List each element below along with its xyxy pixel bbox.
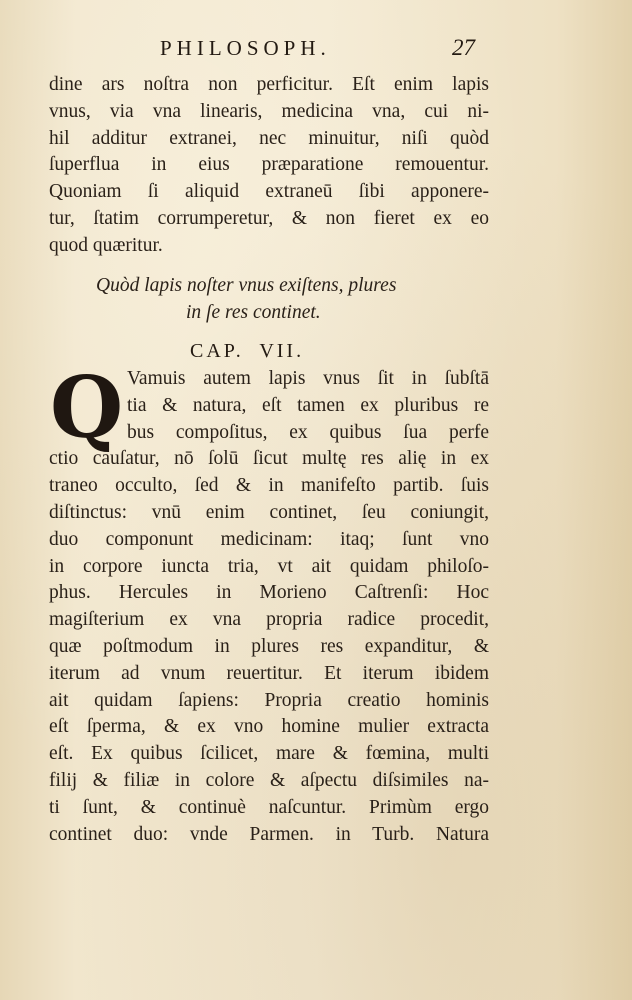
text-line: dine ars noſtra non perficitur. Eſt enim lapis [49,74,489,95]
page-number: 27 [452,35,475,60]
running-head: PHILOSOPH. [160,36,331,60]
chapter-title-line-2: in ſe res continet. [186,302,321,323]
text-line: duo componunt medicinam: itaq; ſunt vno [49,528,489,550]
chapter-paragraph [49,358,489,848]
text-line: ctio cauſatur, nō ſolū ſicut multę res alię in ex [49,448,489,470]
text-line: Quoniam ſi aliquid extraneū ſibi apponere- [49,181,489,203]
text-line: ti ſunt, & continuè naſcuntur. Primùm ergo [49,796,489,818]
text-line: iterum ad vnum reuertitur. Et iterum ibidem [49,662,489,684]
text-line: quod quæritur. [49,234,163,256]
text-line: vnus, via vna linearis, medicina vna, cui ni- [49,100,489,122]
text-line: magiſterium ex vna propria radice procedit, [49,609,489,631]
text-line: tia & natura, eſt tamen ex pluribus re [127,394,489,416]
text-line: quæ poſtmodum in plures res expanditur, & [49,635,489,657]
text-line: tur, ſtatim corrumperetur, & non fieret ex eo [49,207,489,229]
text-line: eſt. Ex quibus ſcilicet, mare & fœmina, multi [49,743,489,765]
text-line: in corpore iuncta tria, vt ait quidam philoſo- [49,555,489,577]
text-line: ſuperflua in eius præparatione remouentur. [49,154,489,176]
text-line: traneo occulto, ſed & in manifeſto partib. ſuis [49,475,489,497]
paragraph-continuation [49,72,489,260]
text-line: Vamuis autem lapis vnus ſit in ſubſtā [127,368,489,389]
text-line: continet duo: vnde Parmen. in Turb. Natura [49,823,489,845]
drop-cap-initial: Q [50,358,124,457]
text-line: ait quidam ſapiens: Propria creatio hominis [49,689,489,711]
text-line: hil additur extranei, nec minuitur, niſi quòd [49,127,489,149]
text-line: diſtinctus: vnū enim continet, ſeu coniungit, [49,501,489,523]
page-header [0,36,632,66]
text-line: eſt ſperma, & ex vno homine mulier extracta [49,716,489,738]
chapter-heading: CAP. VII. [190,340,305,362]
text-line: bus compoſitus, ex quibus ſua perfe [127,421,489,443]
chapter-title-line-1: Quòd lapis noſter vnus exiſtens, plures [96,275,397,296]
text-line: filij & filiæ in colore & aſpectu diſsimiles na- [49,769,489,791]
text-line: phus. Hercules in Morieno Caſtrenſi: Hoc [49,582,489,604]
